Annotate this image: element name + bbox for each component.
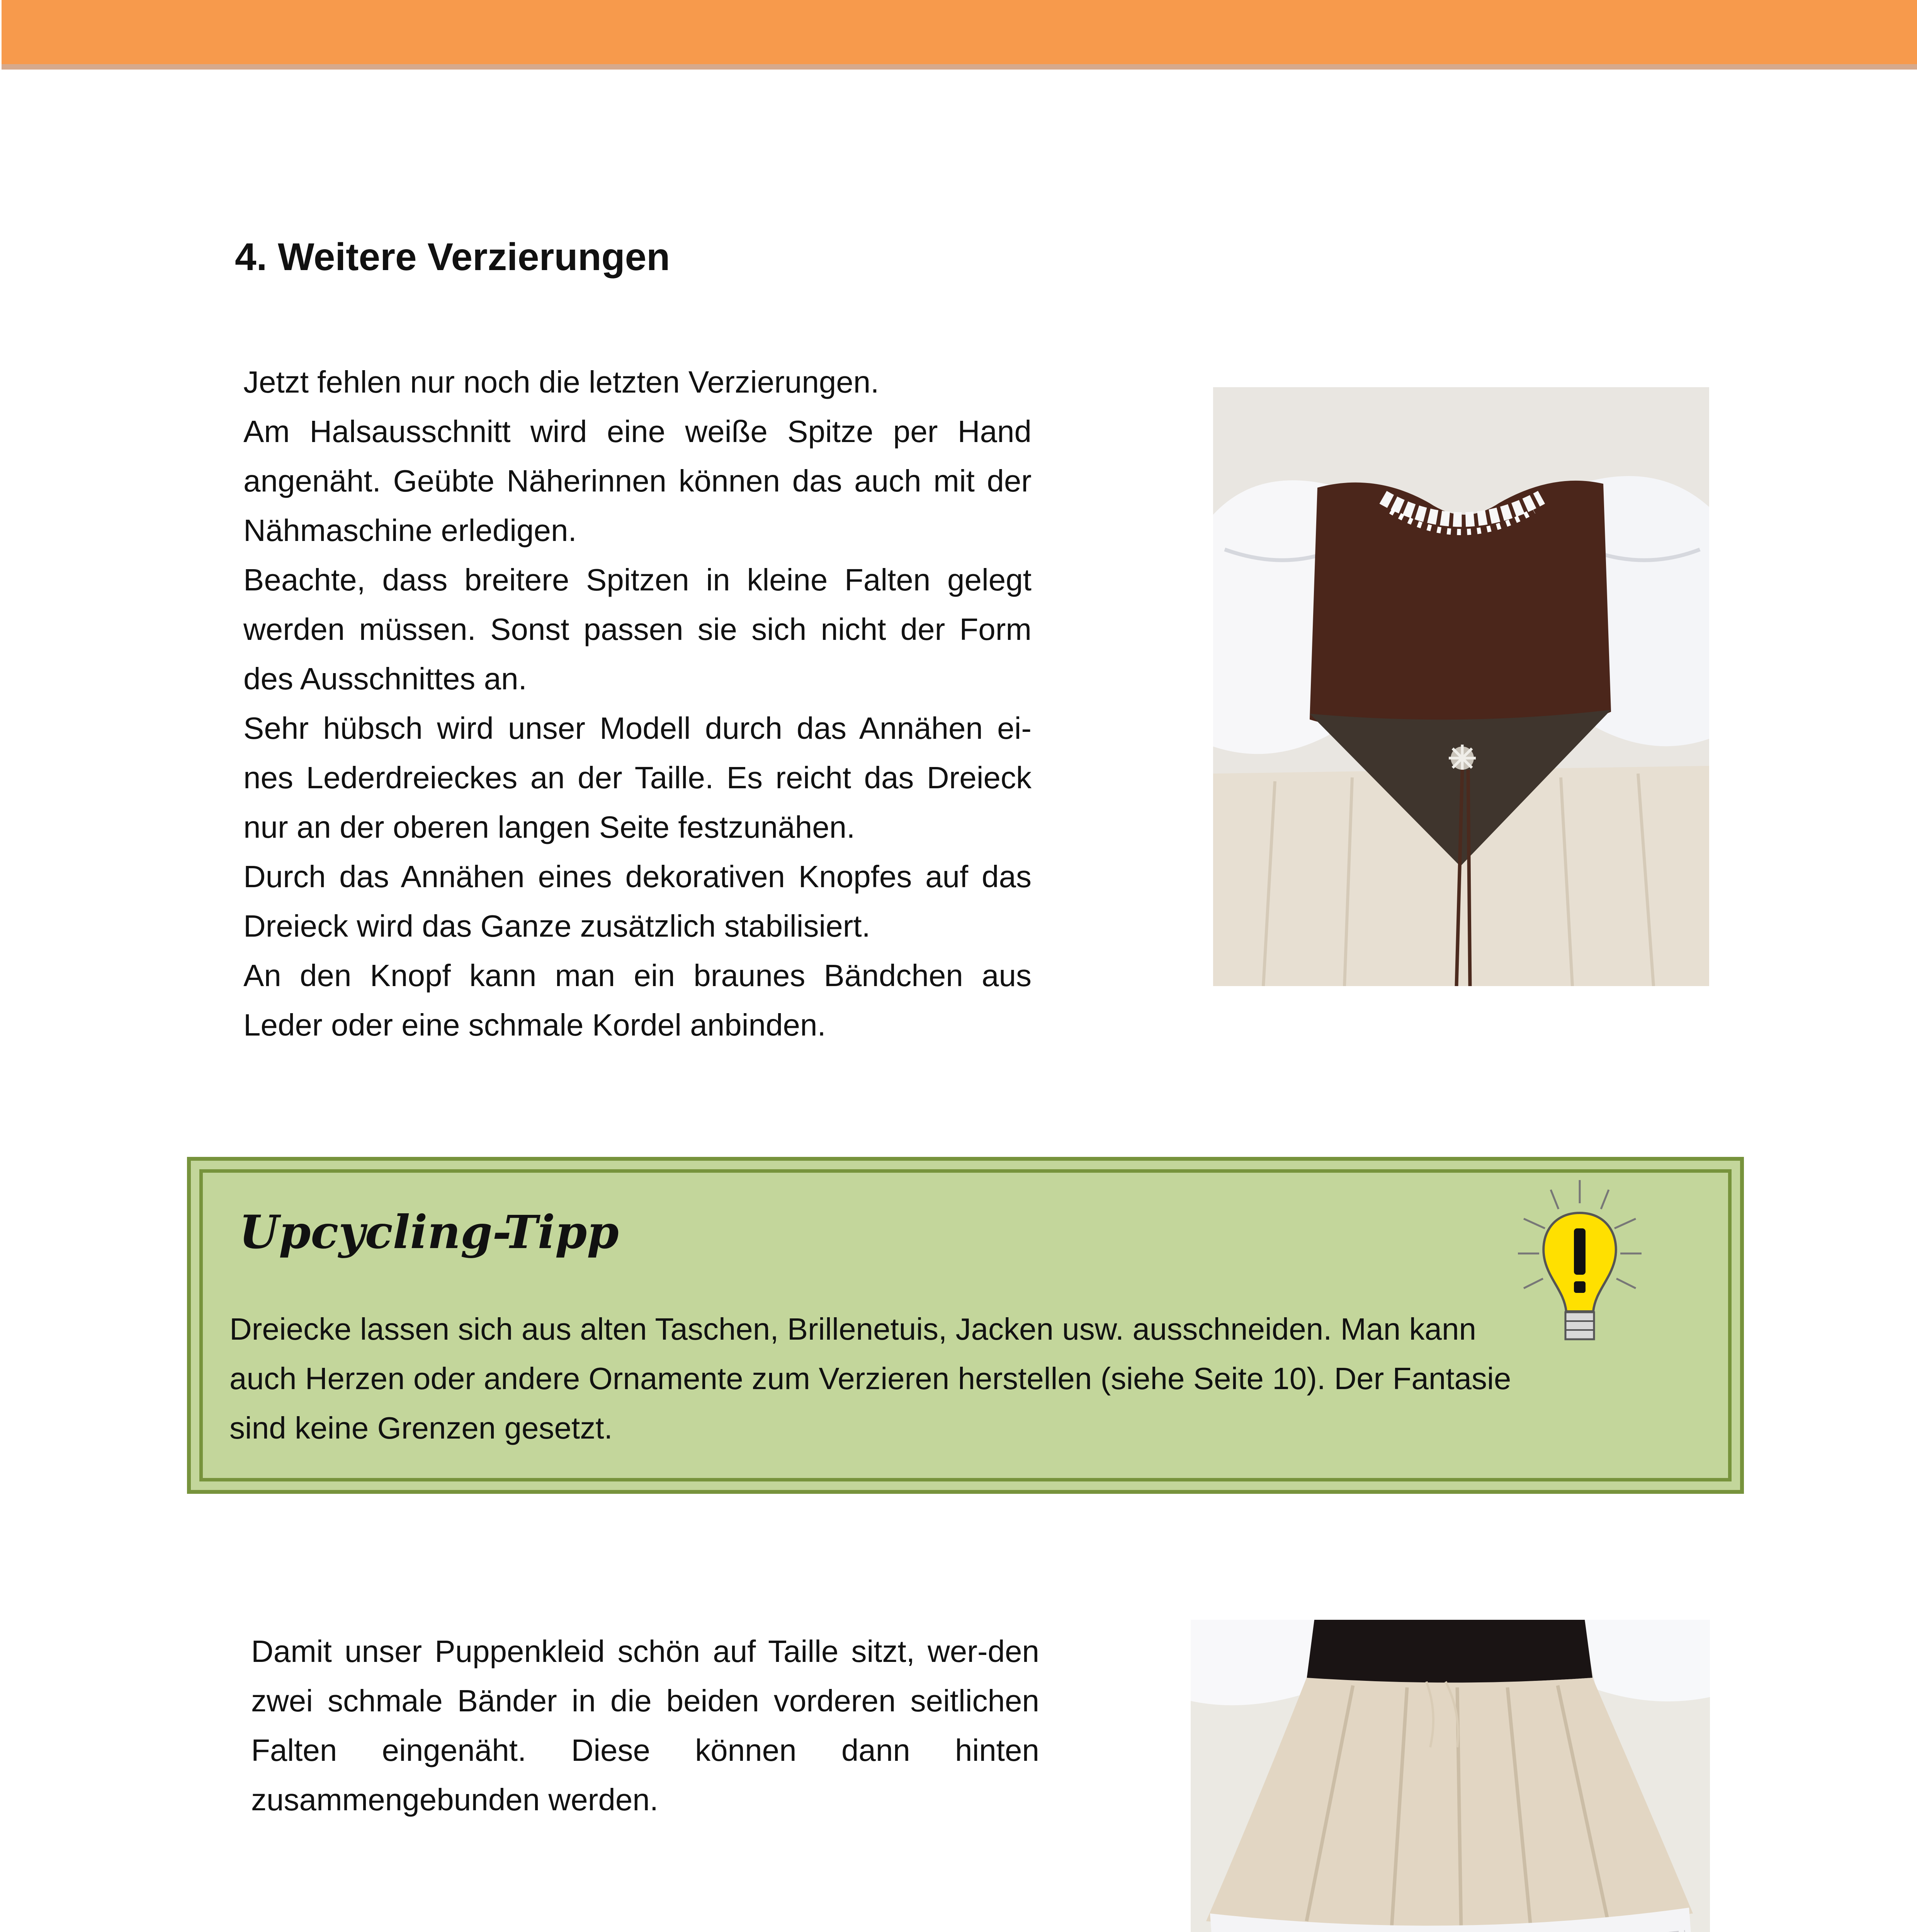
paragraph: An den Knopf kann man ein braunes Bändchen aus Leder oder eine schmale Kordel anbinden. bbox=[243, 958, 1032, 1042]
lightbulb-exclamation-icon bbox=[1516, 1176, 1643, 1354]
paragraph: Beachte, dass breitere Spitzen in kleine Falten gelegt werden müssen. Sonst passen sie sich nicht der Form des Ausschnittes an. bbox=[243, 563, 1032, 696]
paragraph: Am Halsausschnitt wird eine weiße Spitze per Hand angenäht. Geübte Näherinnen können das auch mit der Nähmaschine erledigen. bbox=[243, 414, 1032, 548]
upcycling-tip-box bbox=[187, 1157, 1744, 1494]
dress-bodice-photo bbox=[1213, 387, 1709, 986]
paragraph: Damit unser Puppenkleid schön auf Taille sitzt, wer-den zwei schmale Bänder in die beiden vorderen seitlichen Falten eingenäht. Diese können dann hinten zusammengebunden werden. bbox=[251, 1634, 1039, 1817]
section-heading: 4. Weitere Verzierungen bbox=[235, 235, 670, 279]
tip-text: Dreiecke lassen sich aus alten Taschen, Brillenetuis, Jacken usw. ausschneiden. Man kann auch Herzen oder andere Ornamente zum Verzieren herstellen (siehe Seite 10). Der Fantasie sind keine Grenzen gesetzt. bbox=[229, 1312, 1511, 1445]
intro-text-block bbox=[243, 357, 1032, 1050]
paragraph: Durch das Annähen eines dekorativen Knopfes auf das Dreieck wird das Ganze zusätzlich stabilisiert. bbox=[243, 859, 1032, 943]
paragraph: Jetzt fehlen nur noch die letzten Verzierungen. bbox=[243, 365, 879, 399]
dress-skirt-photo bbox=[1191, 1620, 1710, 1932]
header-band bbox=[2, 0, 1917, 70]
tip-title: Upcycling-Tipp bbox=[239, 1205, 619, 1259]
paragraph: Sehr hübsch wird unser Modell durch das Annähen ei-nes Lederdreieckes an der Taille. Es reicht das Dreieck nur an der oberen langen Seite festzunähen. bbox=[243, 711, 1032, 844]
